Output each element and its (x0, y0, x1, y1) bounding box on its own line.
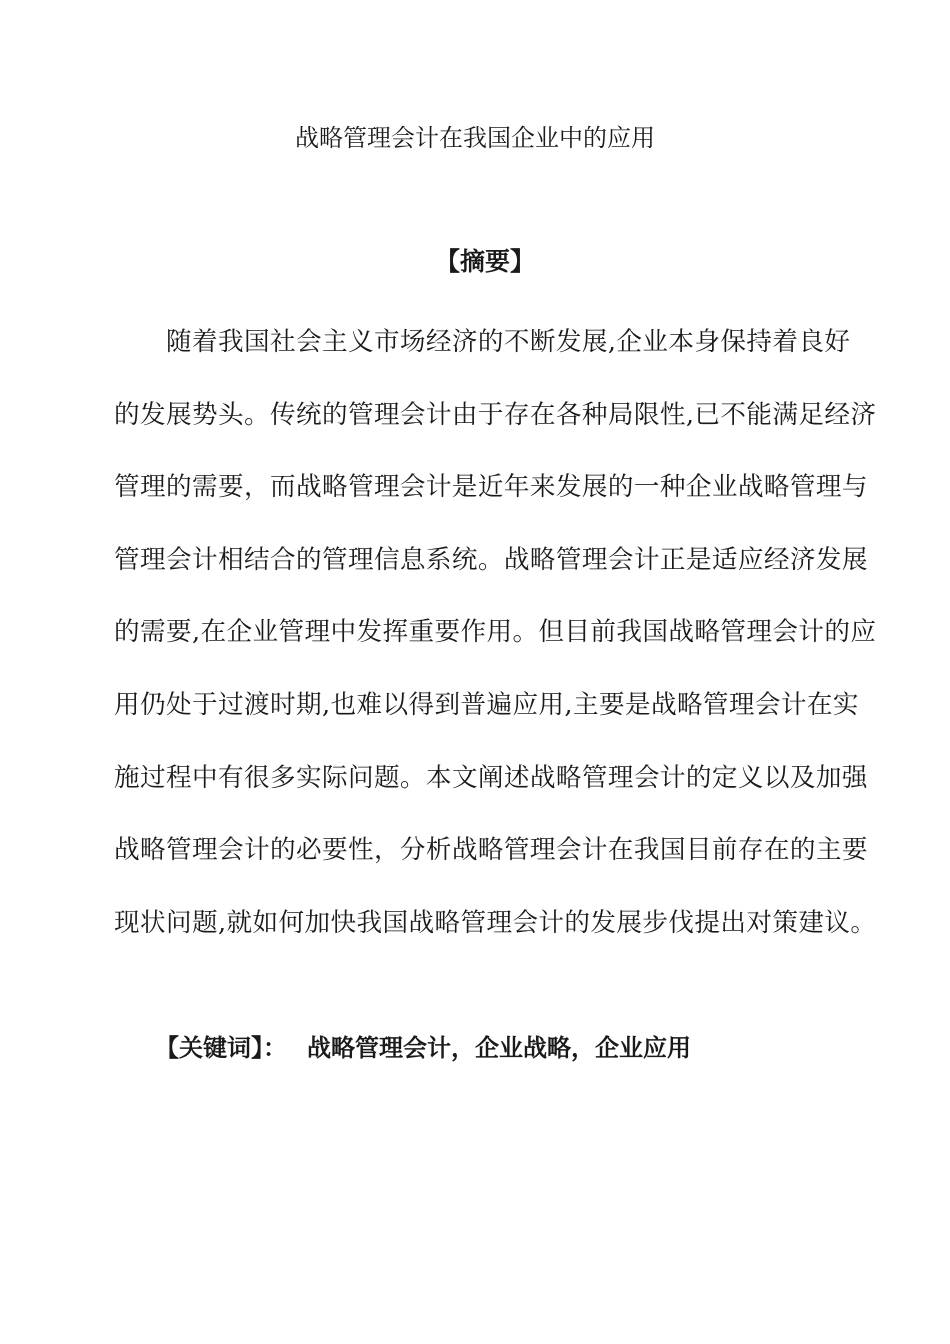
abstract-line: 施过程中有很多实际问题。本文阐述战略管理会计的定义以及加强 (114, 762, 868, 793)
abstract-body (114, 306, 877, 959)
abstract-line: 管理会计相结合的管理信息系统。战略管理会计正是适应经济发展 (114, 544, 868, 575)
keywords-label: 【关键词】： (155, 1034, 287, 1062)
abstract-line: 管理的需要，而战略管理会计是近年来发展的一种企业战略管理与 (114, 472, 868, 503)
abstract-line: 现状问题,就如何加快我国战略管理会计的发展步伐提出对策建议。 (114, 907, 877, 938)
abstract-line: 战略管理会计的必要性，分析战略管理会计在我国目前存在的主要 (114, 835, 868, 866)
abstract-line: 的需要,在企业管理中发挥重要作用。但目前我国战略管理会计的应 (114, 617, 877, 648)
keywords-value: 战略管理会计，企业战略，企业应用 (307, 1034, 691, 1062)
document-title: 战略管理会计在我国企业中的应用 (295, 124, 655, 152)
keywords-line (155, 1030, 691, 1066)
abstract-line: 的发展势头。传统的管理会计由于存在各种局限性,已不能满足经济 (114, 399, 877, 430)
abstract-line: 随着我国社会主义市场经济的不断发展,企业本身保持着良好 (114, 327, 851, 357)
abstract-line: 用仍处于过渡时期,也难以得到普遍应用,主要是战略管理会计在实 (114, 689, 859, 720)
abstract-heading: 【摘要】 (434, 247, 535, 276)
